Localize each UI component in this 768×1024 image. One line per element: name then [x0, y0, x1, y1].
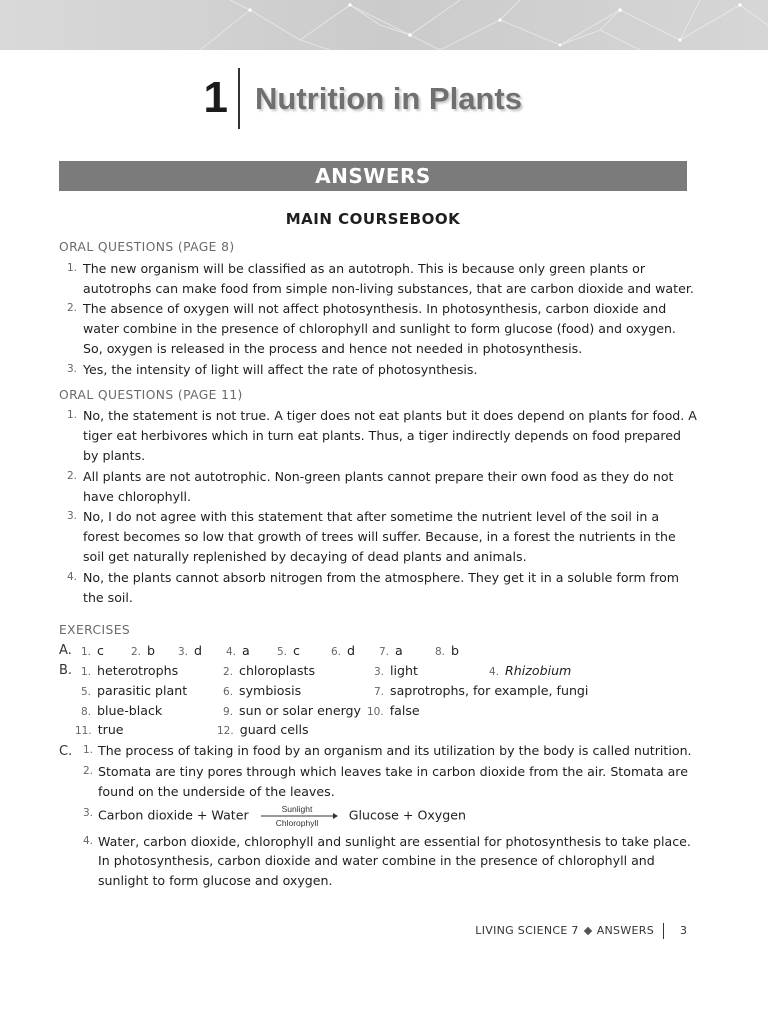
answer-number: 5. [81, 685, 92, 698]
answer-value: sun or solar energy [239, 702, 361, 718]
item-number: 4. [82, 834, 93, 847]
answer-cell [226, 641, 250, 663]
answer-cell [489, 661, 571, 683]
item-number: 1. [66, 261, 77, 274]
answer-number: 3. [374, 665, 385, 678]
answer-cell [131, 641, 155, 663]
item-text: Yes, the intensity of light will affect the rate of photosynthesis. [83, 361, 478, 377]
answer-value: c [293, 643, 300, 659]
exercise-b-row-4 [59, 720, 699, 740]
item-number: 3. [66, 510, 77, 523]
main-coursebook-heading: MAIN COURSEBOOK [285, 210, 461, 228]
answer-value: parasitic plant [97, 682, 188, 698]
item-text: Water, carbon dioxide, chlorophyll and sunlight are essential for photosynthesis to take place. In photosynthesis, carbon dioxide and water combine in the presence of chlorophyll and sunlight to form glucose and oxygen. [98, 833, 691, 889]
answer-number: 6. [331, 646, 342, 659]
oral-questions-page11-list [59, 406, 699, 607]
exercise-a-row [59, 641, 699, 661]
page-number: 3 [680, 924, 687, 937]
answer-cell [277, 641, 300, 663]
list-item [59, 741, 699, 761]
list-item [59, 259, 699, 299]
answer-cell [223, 661, 315, 683]
answer-cell [223, 701, 361, 723]
exercise-b-letter: B. [59, 662, 73, 678]
item-number: 3. [66, 362, 77, 375]
item-number: 1. [66, 409, 77, 422]
arrow-label-below: Chlorophyll [275, 817, 318, 828]
item-number: 3. [82, 806, 93, 819]
list-item [59, 299, 699, 358]
exercise-c-letter: C. [59, 744, 73, 760]
chapter-divider [238, 68, 240, 129]
equation-reactants: Carbon dioxide + Water [98, 807, 249, 823]
answer-value: light [390, 662, 418, 678]
oral-questions-page8-list [59, 259, 699, 380]
oral-questions-page11-heading: ORAL QUESTIONS (PAGE 11) [59, 387, 243, 402]
footer-divider [663, 923, 664, 939]
list-item [59, 804, 699, 828]
item-text: Stomata are tiny pores through which leaves take in carbon dioxide from the air. Stomata are found on the underside of the leaves. [98, 763, 688, 799]
answer-value: blue-black [97, 702, 163, 718]
answer-number: 11. [75, 725, 92, 738]
answer-value: b [451, 643, 460, 659]
list-item [59, 360, 699, 380]
item-number: 4. [66, 570, 77, 583]
list-item [59, 832, 699, 891]
answer-number: 8. [81, 705, 92, 718]
item-number: 2. [66, 469, 77, 482]
exercise-a-letter: A. [59, 643, 72, 659]
answer-cell [223, 681, 301, 703]
answer-value: a [242, 643, 250, 659]
item-text: No, I do not agree with this statement that after sometime the nutrient level of the soil in a forest becomes so low that growth of trees will suffer. Because, in a forest the nutrients in the soil get naturally replenished by decaying of dead plants and animals. [83, 509, 676, 564]
item-text: The process of taking in food by an organism and its utilization by the body is called nutrition. [98, 743, 692, 759]
answer-value: b [147, 643, 156, 659]
answer-number: 8. [435, 646, 446, 659]
banner-pattern [0, 0, 768, 50]
item-text: The new organism will be classified as an autotroph. This is because only green plants or autotrophs can make food from simple non-living substances, that are carbon dioxide and water. [83, 260, 694, 296]
photosynthesis-equation [98, 804, 466, 828]
equation-products: Glucose + Oxygen [348, 807, 466, 823]
answer-number: 9. [223, 705, 234, 718]
answer-cell [435, 641, 459, 663]
answers-heading: ANSWERS [59, 161, 687, 191]
item-text: No, the plants cannot absorb nitrogen from the atmosphere. They get it in a soluble form from the soil. [83, 569, 680, 605]
answer-cell [81, 681, 187, 703]
answer-cell [178, 641, 202, 663]
answer-number: 4. [489, 665, 500, 678]
answers-content [59, 238, 699, 891]
list-item [59, 467, 699, 507]
diamond-icon [583, 926, 591, 934]
exercises-heading: EXERCISES [59, 623, 131, 638]
item-number: 1. [82, 744, 93, 757]
exercise-b-row-3 [59, 701, 699, 721]
answer-value: chloroplasts [239, 662, 316, 678]
answer-number: 1. [81, 646, 92, 659]
item-text: The absence of oxygen will not affect photosynthesis. In photosynthesis, carbon dioxide and water combine in the presence of chlorophyll and sunlight to form glucose (food) and oxygen. So, oxygen is released in the process and hence not needed in photosynthesis. [83, 301, 676, 356]
answer-value: Rhizobium [505, 662, 572, 678]
list-item [59, 507, 699, 566]
item-number: 2. [66, 302, 77, 315]
reaction-arrow [259, 804, 339, 828]
header-banner [0, 0, 768, 50]
answer-value: a [395, 643, 403, 659]
footer-section: ANSWERS [596, 924, 654, 937]
page-footer [0, 924, 768, 942]
answer-value: true [97, 722, 124, 738]
chapter-number: 1 [203, 73, 228, 122]
answer-cell [331, 641, 355, 663]
answer-cell [367, 701, 420, 723]
answer-cell [217, 720, 309, 742]
answer-value: guard cells [239, 722, 309, 738]
answer-cell [81, 701, 162, 723]
answer-cell [379, 641, 403, 663]
answer-value: heterotrophs [97, 662, 179, 678]
answer-value: d [194, 643, 203, 659]
answer-value: d [347, 643, 356, 659]
answer-value: symbiosis [239, 682, 302, 698]
answer-value: false [389, 702, 420, 718]
answer-cell [374, 661, 418, 683]
arrow-label-above: Sunlight [281, 803, 313, 814]
answer-number: 10. [367, 705, 384, 718]
oral-questions-page8-heading: ORAL QUESTIONS (PAGE 8) [59, 240, 235, 254]
answer-number: 4. [226, 646, 237, 659]
item-text: No, the statement is not true. A tiger does not eat plants but it does depend on plants for food. A tiger eat herbivores which in turn eat plants. Thus, a tiger indirectly depends on food prepared by plants. [83, 408, 697, 463]
list-item [59, 762, 699, 802]
answer-number: 2. [131, 646, 142, 659]
chapter-title: Nutrition in Plants [255, 81, 522, 116]
exercise-b-row-2 [59, 681, 699, 701]
answer-cell [75, 720, 124, 742]
footer-running-head [475, 924, 654, 937]
list-item [59, 568, 699, 608]
item-number: 2. [82, 764, 93, 777]
answer-number: 6. [223, 685, 234, 698]
item-text: All plants are not autotrophic. Non-green plants cannot prepare their own food as they do not have chlorophyll. [83, 468, 674, 504]
exercise-c-list [59, 741, 699, 891]
answer-value: saprotrophs, for example, fungi [390, 682, 589, 698]
answer-number: 1. [81, 665, 92, 678]
answer-number: 12. [217, 725, 234, 738]
list-item [59, 406, 699, 465]
exercise-b-row-1 [59, 661, 699, 681]
answer-cell [81, 661, 178, 683]
answer-number: 7. [379, 646, 390, 659]
answer-number: 7. [374, 685, 385, 698]
answer-number: 5. [277, 646, 288, 659]
answer-cell [81, 641, 104, 663]
answer-cell [374, 681, 588, 703]
answer-number: 2. [223, 665, 234, 678]
answer-value: c [97, 643, 104, 659]
chapter-heading [0, 68, 768, 130]
footer-book-title: LIVING SCIENCE 7 [475, 924, 579, 937]
answer-number: 3. [178, 646, 189, 659]
